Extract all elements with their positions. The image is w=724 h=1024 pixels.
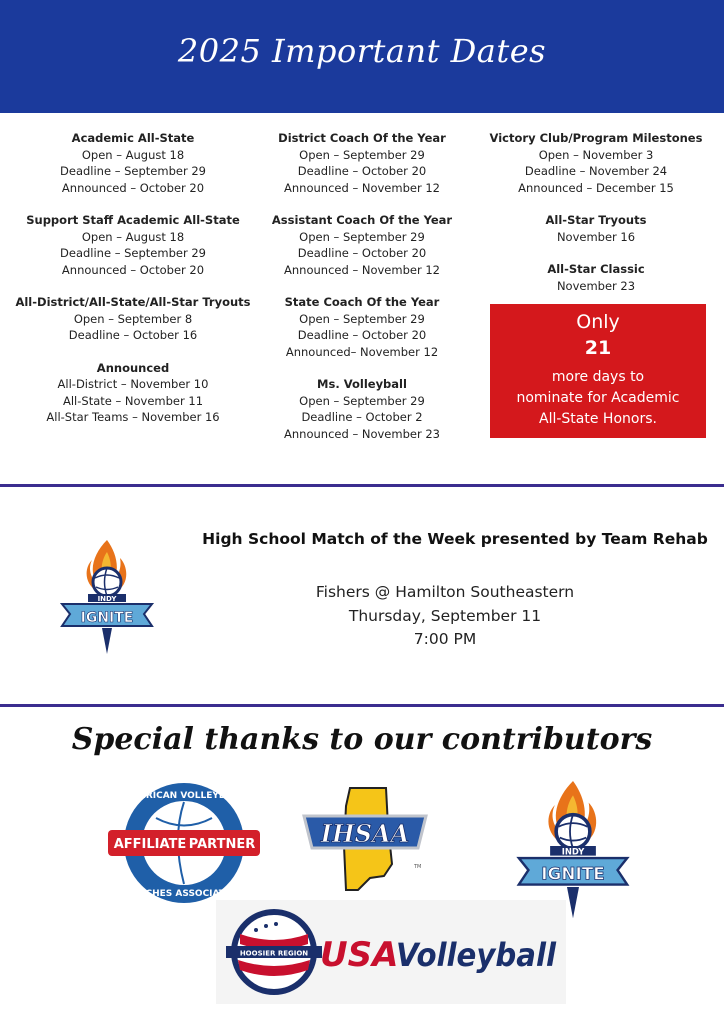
date-block-title: All-District/All-State/All-Star Tryouts [15, 295, 251, 309]
ihsaa-logo [300, 786, 430, 896]
date-line: Deadline – October 20 [297, 328, 427, 342]
date-block [252, 130, 472, 196]
date-line: Deadline – October 20 [297, 246, 427, 260]
date-line: All-State – November 11 [62, 393, 204, 408]
date-line: Announced – October 20 [61, 180, 205, 195]
date-line: Announced– November 12 [285, 344, 439, 359]
avca-banner-text-a: AFFILIATE [113, 837, 187, 852]
usav-text-a: USA [320, 935, 399, 975]
avca-top-text: AMERICAN VOLLEYBALL [123, 791, 245, 801]
avca-bottom-text: COACHES ASSOCIATION [124, 889, 244, 899]
ignite-logo-text-b: IGNITE [541, 863, 605, 884]
date-block [14, 212, 252, 278]
date-block [14, 360, 252, 426]
date-block [252, 294, 472, 360]
dates-column-2 [252, 130, 472, 458]
date-line: Open – September 29 [299, 311, 425, 326]
header-banner [0, 0, 724, 113]
date-line: All-District – November 10 [57, 377, 209, 391]
ignite-logo-text-a: INDY [561, 846, 585, 857]
callout-message-line: All-State Honors. [539, 411, 657, 427]
date-block-title: Victory Club/Program Milestones [489, 131, 703, 145]
callout-message [490, 367, 706, 430]
contributors-title: Special thanks to our contributors [71, 722, 653, 757]
ignite-logo-text-a: INDY [97, 595, 117, 603]
date-line: Announced – December 15 [518, 180, 674, 195]
date-line: November 23 [556, 278, 636, 293]
ihsaa-trademark: TM [414, 864, 422, 870]
callout-message-line: nominate for Academic [516, 390, 680, 406]
usav-text-b: Volleyball [396, 936, 557, 974]
match-date: Thursday, September 11 [348, 607, 542, 625]
date-line: Announced – November 12 [284, 180, 440, 195]
date-block-title: District Coach Of the Year [278, 131, 446, 145]
avca-affiliate-partner-logo [106, 778, 262, 908]
callout-days-count: 21 [584, 337, 612, 359]
date-line: All-Star Teams – November 16 [46, 410, 220, 424]
date-line: Open – September 29 [299, 229, 425, 244]
section-divider [0, 704, 724, 707]
callout-message-line: more days to [551, 369, 645, 385]
date-line: Deadline – October 20 [297, 164, 427, 178]
date-line: Deadline – November 24 [524, 164, 668, 178]
date-block-title: Ms. Volleyball [317, 377, 407, 391]
dates-column-1 [14, 130, 252, 442]
date-line: Announced – November 23 [284, 426, 440, 441]
date-line: Open – August 18 [81, 229, 185, 244]
countdown-callout [490, 304, 706, 438]
date-line: Deadline – September 29 [60, 164, 206, 178]
indy-ignite-logo [58, 532, 156, 656]
date-line: Announced – November 12 [284, 262, 440, 277]
match-time: 7:00 PM [413, 630, 477, 648]
match-of-week-title: High School Match of the Week presented by Team Rehab [202, 530, 708, 548]
date-block-title: State Coach Of the Year [284, 295, 440, 309]
dates-column-3 [476, 130, 716, 310]
date-block-title: Assistant Coach Of the Year [271, 213, 453, 227]
date-block-title: Announced [96, 360, 170, 375]
date-block [252, 212, 472, 278]
date-block [476, 261, 716, 294]
date-line: November 16 [556, 229, 636, 244]
date-line: Announced – October 20 [61, 262, 205, 277]
date-block [476, 212, 716, 245]
date-line: Deadline – September 29 [60, 246, 206, 260]
date-line: Deadline – October 2 [301, 410, 423, 424]
date-block [14, 130, 252, 196]
date-block [252, 376, 472, 442]
page-title: 2025 Important Dates [177, 32, 547, 70]
callout-only-text: Only [576, 311, 620, 333]
date-line: Open – August 18 [81, 147, 185, 162]
match-teams: Fishers @ Hamilton Southeastern [315, 583, 575, 601]
date-line: Open – November 3 [538, 147, 654, 162]
ignite-logo-text-b: IGNITE [80, 610, 134, 626]
date-block-title: Support Staff Academic All-State [26, 213, 240, 227]
date-line: Open – September 29 [299, 393, 425, 408]
usav-region-text: HOOSIER REGION [239, 949, 309, 958]
ihsaa-logo-text: IHSAA [320, 819, 410, 848]
date-block [476, 130, 716, 196]
avca-banner-text-b: PARTNER [188, 837, 256, 852]
section-divider [0, 484, 724, 487]
date-line: Open – September 29 [299, 147, 425, 162]
date-block-title: Academic All-State [71, 131, 195, 145]
date-block [14, 294, 252, 344]
date-line: Deadline – October 16 [68, 328, 198, 342]
date-block-title: All-Star Classic [547, 262, 645, 276]
date-line: Open – September 8 [73, 311, 193, 326]
usa-volleyball-logo [216, 900, 566, 1004]
date-block-title: All-Star Tryouts [545, 213, 647, 227]
